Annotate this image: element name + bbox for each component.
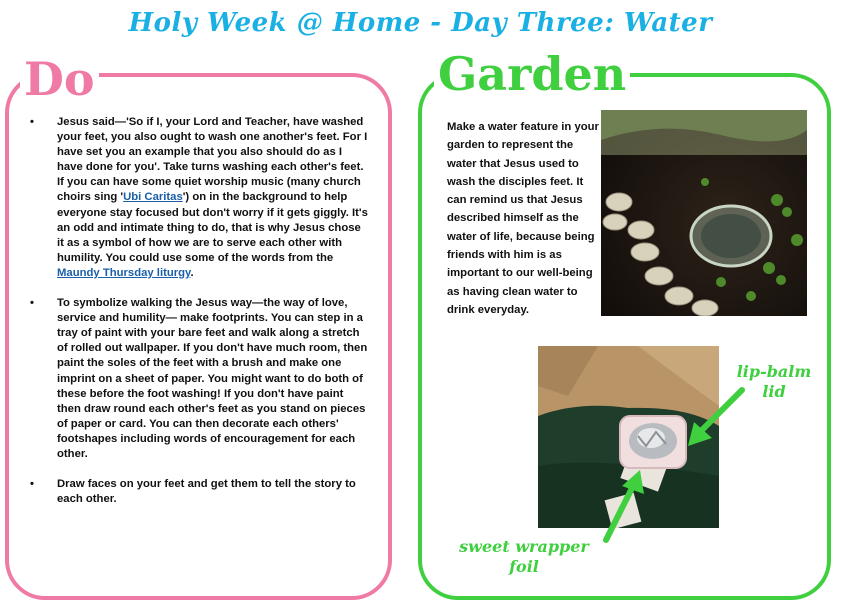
do-item-3-text: Draw faces on your feet and get them to tell the story to each other. bbox=[57, 478, 356, 506]
page-title: Holy Week @ Home - Day Three: Water bbox=[128, 8, 713, 38]
bullet-icon: • bbox=[30, 116, 34, 128]
sweet-wrapper-foil-annotation: sweet wrapper foil bbox=[459, 537, 589, 576]
do-item-1-text-middle: ') on in the background to help everyone stay focused but don't worry if it gets giggly. It's an odd and intimate thing to do, that is why Jesus chose it as a symbol of how we are to serve each other with humility. You could use some of the words from the bbox=[57, 191, 368, 264]
maundy-thursday-liturgy-link[interactable]: Maundy Thursday liturgy bbox=[57, 266, 191, 279]
lip-balm-lid-annotation: lip-balm lid bbox=[736, 362, 812, 401]
foil-arrow bbox=[606, 488, 632, 540]
garden-text: Make a water feature in your garden to represent the water that Jesus used to wash the disciples feet. It can remind us that Jesus described himself as the water of life, because being friends with him is as important to our well-being as having clean water to drink everyday. bbox=[447, 121, 599, 316]
bullet-icon: • bbox=[30, 478, 34, 491]
ubi-caritas-link[interactable]: Ubi Caritas bbox=[123, 191, 183, 204]
do-item-2-text: To symbolize walking the Jesus way—the way of love, service and humility— make footprints. You can step in a tray of paint with your bare feet and walk along a stretch of rolled out wallpaper. If you don't have much room, then paint the soles of the feet with a brush and make one imprint on a sheet of paper. You might want to do both of these before the foot washing! If you don't have paint then draw round each other's feet as you stand on pieces of paper or card. You can then decorate each others' footshapes including words of encouragement for each other. bbox=[57, 297, 368, 460]
do-heading: Do bbox=[20, 56, 99, 102]
do-item-1-text-after: . bbox=[190, 266, 194, 279]
garden-heading: Garden bbox=[434, 51, 630, 97]
bullet-icon: • bbox=[30, 297, 34, 310]
do-item-1-text-before: Jesus said—'So if I, your Lord and Teacher, have washed your feet, you also ought to wash one another's feet. For I have set you an example that you also should do as I have done for you'. Take turns washing each other's feet. If you can have some quiet worship music (many church choirs sing ' bbox=[57, 116, 368, 204]
